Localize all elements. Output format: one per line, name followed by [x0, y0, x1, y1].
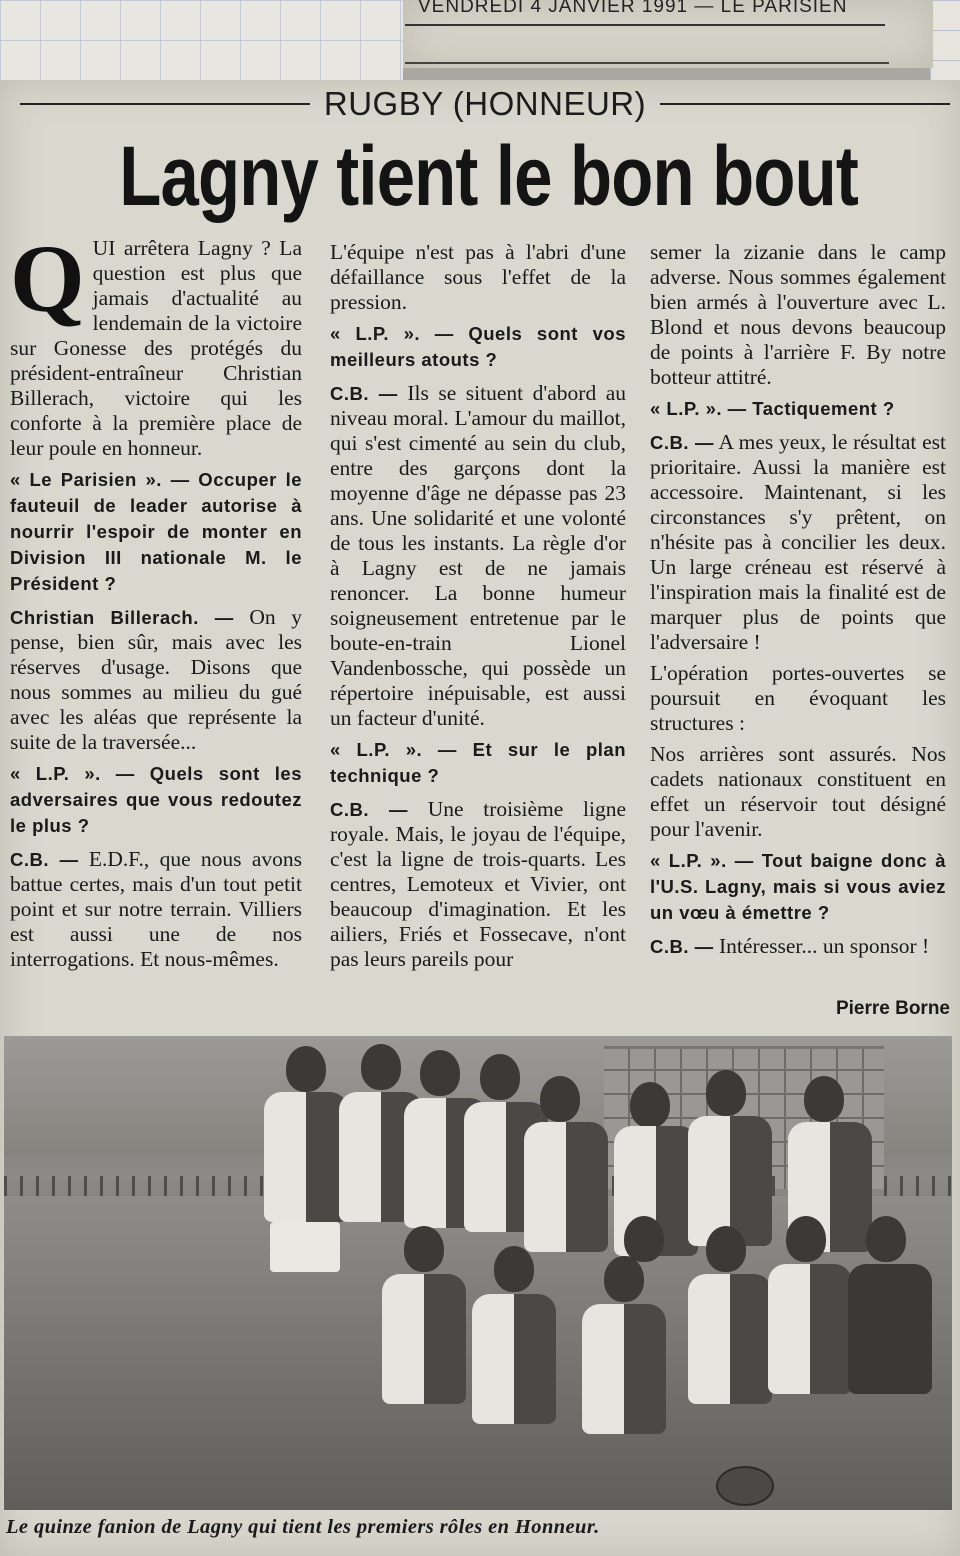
- rubric-rule-left: [20, 103, 310, 105]
- dateline: VENDREDI 4 JANVIER 1991 — LE PARISIEN: [418, 0, 848, 17]
- question-1: « Le Parisien ». — Occuper le fauteuil de leader autorise à nourrir l'espoir de monter en Division III nationale M. le Président ?: [10, 469, 302, 594]
- answer-1-speaker: Christian Billerach. —: [10, 607, 234, 628]
- answer-3: [330, 381, 626, 731]
- answer-2-speaker: C.B. —: [10, 849, 79, 870]
- question-5: « L.P. ». — Tactiquement ?: [650, 398, 895, 419]
- cadets-paragraph: Nos arrières sont assurés. Nos cadets nationaux constituent en effet un réservoir tout désigné pour l'avenir.: [650, 742, 946, 841]
- question-2: « L.P. ». — Quels sont les adversaires que vous redoutez le plus ?: [10, 763, 302, 836]
- rubric-bar: [20, 84, 950, 124]
- continuation-paragraph: L'équipe n'est pas à l'abri d'une défaillance sous l'effet de la pression.: [330, 240, 626, 314]
- rubric-label: RUGBY (HONNEUR): [323, 85, 647, 122]
- question-6: « L.P. ». — Tout baigne donc à l'U.S. Lagny, mais si vous aviez un vœu à émettre ?: [650, 850, 946, 923]
- answer-5: [650, 430, 946, 655]
- answer-2: [10, 847, 302, 972]
- intro-paragraph: [10, 225, 302, 461]
- question-3: « L.P. ». — Quels sont vos meilleurs atouts ?: [330, 323, 626, 370]
- answer-6-text: Intéresser... un sponsor !: [719, 934, 930, 958]
- continuation-paragraph-2: semer la zizanie dans le camp adverse. Nous sommes également bien armés à l'ouverture avec L. Blond et nous devons beaucoup de points à l'arrière F. By notre botteur attitré.: [650, 240, 946, 389]
- answer-5-text: A mes yeux, le résultat est prioritaire. Aussi la manière est accessoire. Maintenant, si les circonstances s'y prêtent, on n'hésite pas à concilier les deux. Un large créneau est réservé à l'inspiration mais la finalité est de marquer plus de points que l'adversaire !: [650, 430, 946, 654]
- dropcap: Q: [10, 225, 85, 332]
- answer-3-text: Ils se situent d'abord au niveau moral. L'amour du maillot, qui s'est cimenté au sein du club, entre des garçons dont la moyenne d'âge ne dépasse pas 23 ans. Une solidarité et une volonté de tous les instants. La règle d'or à Lagny est de ne jamais renoncer. La bonne humeur soigneusement entretenue par le boute-en-train Lionel Vandenbossche, qui possède un répertoire inépuisable, est aussi un facteur d'unité.: [330, 381, 627, 730]
- answer-5-speaker: C.B. —: [650, 432, 714, 453]
- background-grid-paper-right: [930, 0, 960, 90]
- photo-caption: Le quinze fanion de Lagny qui tient les premiers rôles en Honneur.: [6, 1516, 600, 1538]
- answer-4: [330, 797, 626, 972]
- headline: Lagny tient le bon bout: [119, 129, 858, 223]
- answer-2-text: E.D.F., que nous avons battue certes, mais d'un tout petit point et sur notre terrain. Villiers est aussi une de nos interrogations. Et nous-mêmes.: [10, 847, 303, 971]
- dateline-rule: [405, 24, 885, 26]
- answer-4-speaker: C.B. —: [330, 799, 408, 820]
- intro-text: UI arrêtera Lagny ? La question est plus que jamais d'actualité au lendemain de la victoire sur Gonesse des protégés du président-entraîneur Christian Billerach, victoire qui les conforte à la première place de leur poule en honneur.: [10, 236, 302, 460]
- answer-1-text: On y pense, bien sûr, mais avec les réserves d'usage. Disons que nous sommes au milieu du gué avec les aléas que représente la suite de la traversée...: [10, 605, 303, 754]
- article-column-3: [650, 240, 946, 965]
- answer-6-speaker: C.B. —: [650, 936, 714, 957]
- answer-1: [10, 605, 302, 755]
- dateline-rule-bottom: [405, 62, 889, 64]
- author-signature: Pierre Borne: [835, 998, 950, 1019]
- article-column-1: [10, 225, 303, 978]
- rugby-ball: [716, 1466, 774, 1506]
- question-4: « L.P. ». — Et sur le plan technique ?: [330, 739, 626, 786]
- answer-3-speaker: C.B. —: [330, 383, 398, 404]
- structures-paragraph: L'opération portes-ouvertes se poursuit en évoquant les structures :: [650, 661, 946, 735]
- team-photo: [4, 1036, 952, 1510]
- article-column-2: [330, 240, 626, 978]
- answer-6: [650, 934, 946, 959]
- answer-4-text: Une troisième ligne royale. Mais, le joyau de l'équipe, c'est la ligne de trois-quarts. Les centres, Lemoteux et Vivier, ont beaucoup d'imagination. Et les ailiers, Friés et Fossecave, n'ont pas leurs pareils pour: [330, 797, 627, 971]
- background-grid-paper: [0, 0, 403, 80]
- rubric-rule-right: [660, 103, 950, 105]
